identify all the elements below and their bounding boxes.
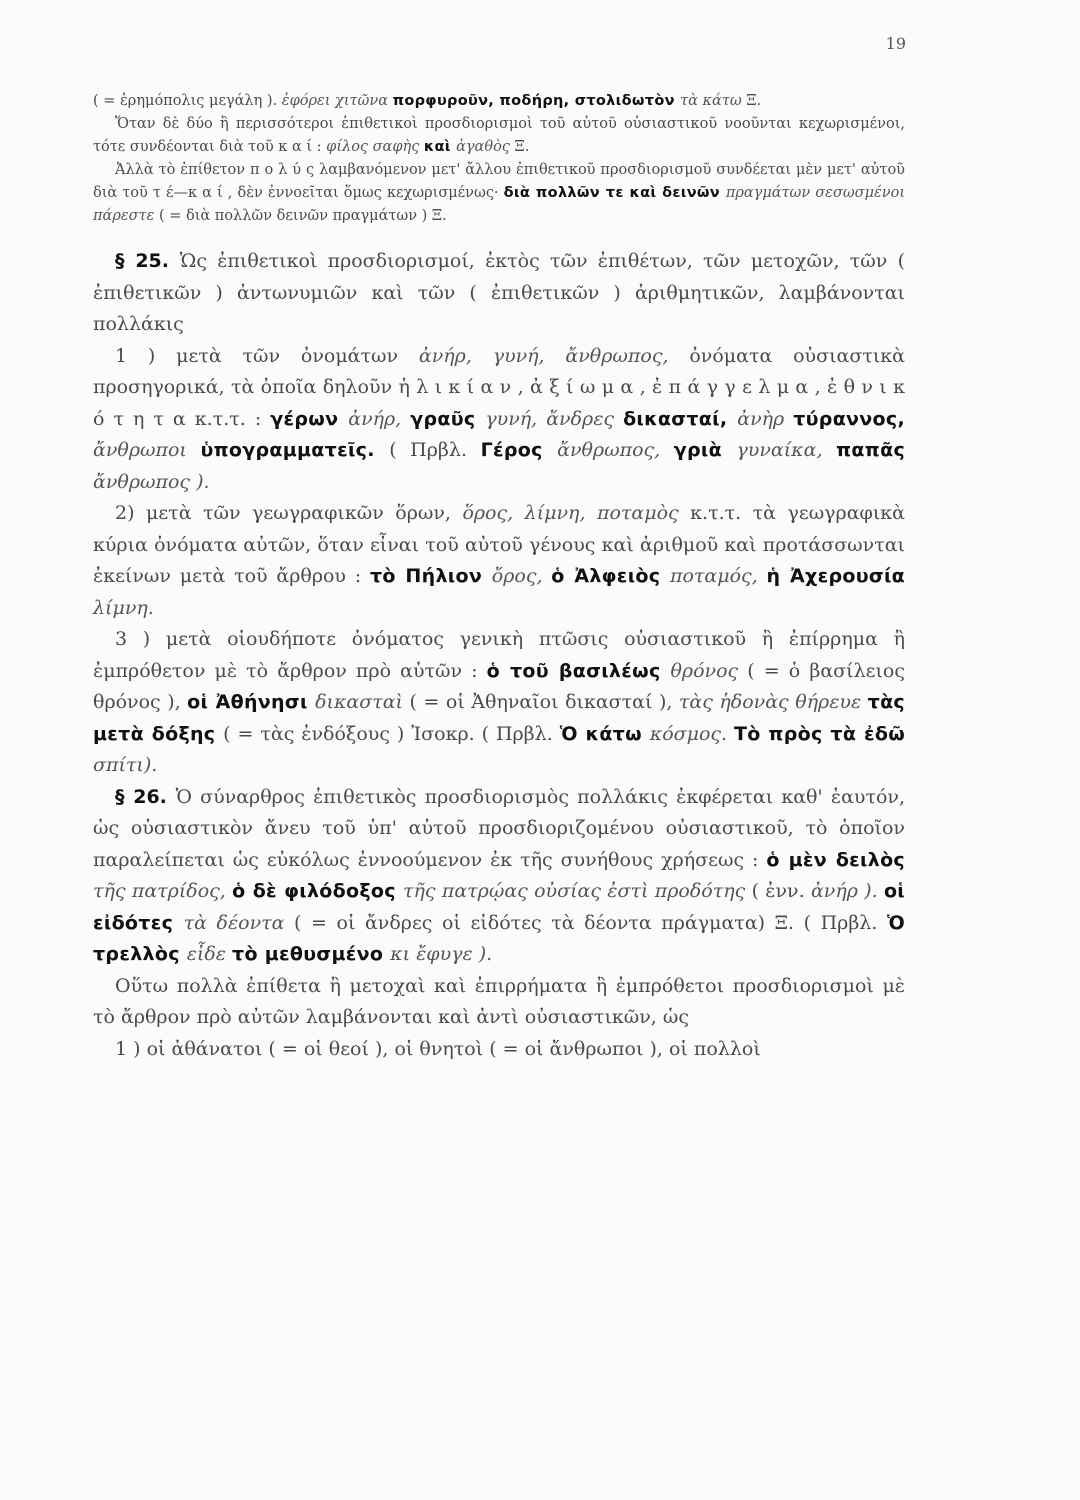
italic-example: κι ἔφυγε ). — [390, 943, 493, 965]
text-run: Ξ. — [514, 139, 530, 155]
italic-example: θρόνος — [670, 659, 748, 682]
italic-example: ἀνὴρ — [737, 407, 794, 430]
body-paragraph — [93, 246, 905, 341]
body-paragraph — [93, 341, 905, 499]
text-run: 1 ) μετὰ τῶν ὀνομάτων — [115, 344, 419, 367]
bold-example: τύραννος, — [793, 407, 905, 430]
note-paragraph — [93, 113, 905, 159]
italic-example: πραγμάτων σεσωσμένοι πάρεστε — [93, 185, 906, 224]
text-run: κ.τ.τ. τὰ γεωγραφικὰ κύρια ὀνόματα αὐτῶν, ὅταν εἶναι τοῦ αὐτοῦ γένους καὶ ἀριθμοῦ καὶ προτάσσωνται ἐκείνων μετὰ τοῦ ἄρθρου : — [93, 502, 905, 587]
text-run: 3 ) μετὰ οἱουδήποτε ὀνόματος γενικὴ πτῶσις οὐσιαστικοῦ ἢ ἐπίρρημα ἢ ἐμπρόθετον μὲ τὸ ἄρθρον πρὸ αὐτῶν : — [93, 628, 905, 682]
text-run: Ἀλλὰ τὸ ἐπίθετον π ο λ ύ ς λαμβανόμενον μετ' ἄλλου ἐπιθετικοῦ προσδιορισμοῦ συνδέεται μὲν μετ' αὐτοῦ διὰ τοῦ τ έ—κ α ί , δὲν ἐννοεῖται ὅμως κεχωρισμένως· — [93, 162, 905, 201]
text-run: ( = τὰς ἐνδόξους ) Ἰσοκρ. ( Πρβλ. — [223, 722, 560, 745]
italic-example: ἀνήρ ). — [810, 880, 884, 902]
bold-example: καὶ — [423, 139, 457, 155]
bold-example: ἡ Ἀχερουσία — [766, 565, 906, 587]
bold-example: ὁ μὲν δειλὸς — [766, 848, 905, 871]
note-paragraph — [93, 90, 905, 113]
italic-example: ἀγαθὸς — [456, 139, 515, 155]
bold-example: πορφυροῦν, ποδήρη, στολιδωτὸν — [392, 93, 681, 109]
italic-example: κόσμος. — [649, 722, 735, 745]
italic-example: δικασταὶ — [315, 691, 410, 713]
italic-example: ὅρος, λίμνη, ποταμὸς — [462, 502, 691, 524]
italic-example: λίμνη. — [93, 596, 154, 619]
bold-example: ὁ Ἀλφειὸς — [551, 565, 670, 587]
text-run: ( Πρβλ. — [389, 439, 481, 461]
note-paragraph — [93, 159, 905, 228]
italic-example: τὰ κάτω — [680, 93, 747, 109]
italic-example: γυνή, ἄνδρες — [485, 407, 624, 430]
text-run: 2) μετὰ τῶν γεωγραφικῶν ὅρων, — [115, 502, 463, 524]
text-run: ( = ὁ βασίλειος θρόνος ), — [93, 659, 905, 713]
italic-example: φίλος σαφὴς — [326, 139, 424, 155]
italic-example: εἶδε — [186, 943, 233, 965]
bold-example: τὰς μετὰ δόξης — [93, 691, 905, 745]
upper-notes-block — [93, 90, 905, 228]
text-run: ( ἐνν. — [751, 880, 811, 902]
bold-example: οἱ Ἀθήνησι — [187, 691, 316, 713]
section-number: § 26. — [115, 785, 176, 808]
italic-example: ὄρος, — [491, 565, 552, 587]
text-run: Ὁ σύναρθρος ἐπιθετικὸς προσδιορισμὸς πολλάκις ἐκφέρεται καθ' ἑαυτόν, ὡς οὐσιαστικὸν ἄνευ τοῦ ὑπ' αὐτοῦ προσδιοριζομένου οὐσιαστικοῦ, τὸ ὁποῖον παραλείπεται ὡς εὐκόλως ἐννοούμενον ἐκ τῆς συνήθους χρήσεως : — [93, 785, 906, 871]
bold-example: δικασταί, — [623, 407, 738, 430]
italic-example: τὰς ἡδονὰς θήρευε — [678, 691, 868, 713]
text-run: ( = οἱ Ἀθηναῖοι δικασταί ), — [409, 691, 679, 713]
bold-example: παπᾶς — [836, 439, 906, 461]
italic-example: ἄνθρωπος, — [557, 439, 674, 461]
bold-example: διὰ πολλῶν τε καὶ δεινῶν — [503, 185, 726, 201]
italic-example: ποταμός, — [669, 565, 767, 587]
text-run: 1 ) οἱ ἀθάνατοι ( = οἱ θεοί ), οἱ θνητοὶ ( = οἱ ἄνθρωποι ), οἱ πολλοὶ — [115, 1037, 761, 1060]
body-paragraph — [93, 1034, 905, 1066]
italic-example: τῆς πατρῴας οὐσίας ἐστὶ προδότης — [403, 880, 752, 902]
italic-example: ἄνθρωπος ). — [93, 470, 210, 493]
body-paragraph — [93, 498, 905, 624]
text-run: Ὡς ἐπιθετικοὶ προσδιορισμοί, ἐκτὸς τῶν ἐπιθέτων, τῶν μετοχῶν, τῶν ( ἐπιθετικῶν ) ἀντωνυμιῶν καὶ τῶν ( ἐπιθετικῶν ) ἀριθμητικῶν, λαμβάνονται πολλάκις — [93, 250, 906, 335]
page-body — [93, 90, 905, 1065]
bold-example: τὸ Πήλιον — [369, 565, 492, 587]
italic-example: ἀνήρ, γυνή, ἄνθρωπος, — [418, 344, 690, 367]
text-run: ὀνόματα οὐσιαστικὰ προσηγορικά, τὰ ὁποῖα δηλοῦν ἡ λ ι κ ί α ν , ἀ ξ ί ω μ α , ἐ π ά γ γ ε λ μ α , ἐ θ ν ι κ ό τ η τ α κ.τ.τ. : — [93, 344, 905, 430]
bold-example: γριὰ — [673, 439, 737, 461]
bold-example: ὁ δὲ φιλόδοξος — [232, 880, 403, 902]
italic-example: ἀνήρ, — [348, 407, 411, 430]
italic-example: γυναίκα, — [736, 439, 837, 461]
bold-example: τὸ μεθυσμένο — [232, 943, 391, 965]
bold-example: γραῦς — [410, 407, 486, 430]
body-paragraph — [93, 624, 905, 782]
text-run: Ξ. — [746, 93, 762, 109]
italic-example: ἄνθρωποι — [93, 439, 201, 461]
text-run: ( = ἐρημόπολις μεγάλη ). — [93, 93, 282, 109]
page-number: 19 — [885, 34, 906, 53]
bold-example: Γέρος — [480, 439, 558, 461]
bold-example: ὑπογραμματεῖς. — [200, 439, 390, 461]
text-run: Ὅταν δὲ δύο ἢ περισσότεροι ἐπιθετικοὶ προσδιορισμοὶ τοῦ αὐτοῦ οὐσιαστικοῦ νοοῦνται κεχωρισμένοι, τότε συνδέονται διὰ τοῦ κ α ί : — [93, 116, 905, 155]
bold-example: Ὁ τρελλὸς — [93, 911, 905, 965]
text-run: Οὕτω πολλὰ ἐπίθετα ἢ μετοχαὶ καὶ ἐπιρρήματα ἢ ἐμπρόθετοι προσδιορισμοὶ μὲ τὸ ἄρθρον πρὸ αὐτῶν λαμβάνονται καὶ ἀντὶ οὐσιαστικῶν, ὡς — [93, 974, 905, 1028]
bold-example: Τὸ πρὸς τὰ ἐδῶ — [734, 722, 906, 745]
text-run: ( = οἱ ἄνδρες οἱ εἰδότες τὰ δέοντα πράγματα) Ξ. ( Πρβλ. — [294, 911, 887, 934]
bold-example: γέρων — [270, 407, 349, 430]
body-paragraph — [93, 782, 905, 971]
italic-example: ἐφόρει χιτῶνα — [281, 93, 393, 109]
bold-example: ὁ τοῦ βασιλέως — [486, 659, 671, 682]
italic-example: τῆς πατρίδος, — [93, 880, 233, 902]
bold-example: οἱ εἰδότες — [93, 880, 906, 934]
bold-example: Ὁ κάτω — [559, 722, 650, 745]
body-paragraph — [93, 971, 905, 1034]
text-run: ( = διὰ πολλῶν δεινῶν πραγμάτων ) Ξ. — [158, 208, 447, 224]
section-number: § 25. — [115, 250, 180, 272]
italic-example: σπίτι). — [93, 754, 158, 776]
italic-example: τὰ δέοντα — [183, 911, 295, 934]
main-text-block — [93, 246, 905, 1065]
